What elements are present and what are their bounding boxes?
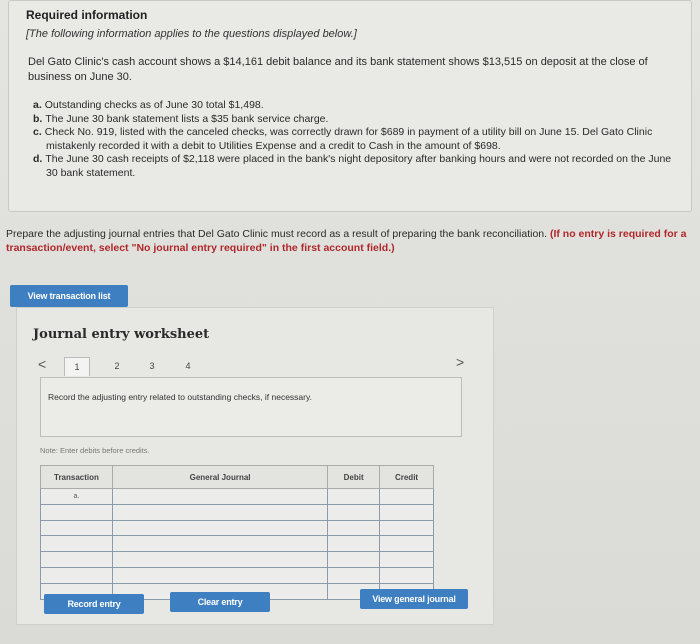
- debit-field[interactable]: [328, 567, 380, 583]
- debit-field[interactable]: [328, 504, 380, 520]
- transaction-cell: [41, 520, 113, 536]
- account-field[interactable]: [112, 536, 327, 552]
- credit-field[interactable]: [380, 504, 434, 520]
- transaction-cell: [41, 567, 113, 583]
- account-field[interactable]: [112, 520, 327, 536]
- table-row: [41, 536, 434, 552]
- table-row: [41, 567, 434, 583]
- table-row: [41, 520, 434, 536]
- info-item: b. The June 30 bank statement lists a $35 bank service charge.: [33, 112, 329, 125]
- credit-field[interactable]: [380, 520, 434, 536]
- info-item: d. The June 30 cash receipts of $2,118 were placed in the bank's night depository after banking hours and were not recorded on the June 30 bank statement.: [33, 153, 672, 179]
- view-general-journal-button[interactable]: View general journal: [360, 589, 468, 609]
- info-intro: Del Gato Clinic's cash account shows a $14,161 debit balance and its bank statement shows $13,515 on deposit at the close of business on June 30.: [28, 56, 648, 83]
- credit-field[interactable]: [380, 536, 434, 552]
- debit-field[interactable]: [328, 489, 380, 505]
- general-journal-column-header: General Journal: [112, 466, 327, 489]
- chevron-left-icon[interactable]: <: [38, 356, 47, 372]
- info-item: c. Check No. 919, listed with the canceled checks, was correctly drawn for $689 in payment of a utility bill on June 15. Del Gato Clinic mistakenly recorded it with a debit to Utilities Expense and a credit to Cash in the amount of $698.: [33, 126, 653, 152]
- info-subtitle: [The following information applies to the questions displayed below.]: [26, 28, 357, 40]
- credit-column-header: Credit: [380, 466, 434, 489]
- debit-field[interactable]: [328, 552, 380, 568]
- required-information-title: Required information: [26, 8, 148, 22]
- worksheet-page-4[interactable]: 4: [185, 361, 191, 371]
- worksheet-page-1[interactable]: 1: [64, 357, 90, 376]
- transaction-cell: a.: [41, 489, 113, 505]
- credit-field[interactable]: [380, 489, 434, 505]
- worksheet-page-3[interactable]: 3: [149, 361, 155, 371]
- table-row: [41, 552, 434, 568]
- view-transaction-list-button[interactable]: View transaction list: [10, 285, 128, 307]
- debit-field[interactable]: [328, 536, 380, 552]
- question-prompt: Prepare the adjusting journal entries that Del Gato Clinic must record as a result of preparing the bank reconciliation. (If no entry is required for a transaction/event, select "No journal entry required" in the first account field.): [6, 228, 687, 254]
- account-field[interactable]: [112, 552, 327, 568]
- account-field[interactable]: [112, 567, 327, 583]
- debits-note: Note: Enter debits before credits.: [40, 446, 150, 455]
- debit-column-header: Debit: [328, 466, 380, 489]
- transaction-cell: [41, 552, 113, 568]
- worksheet-title: Journal entry worksheet: [33, 327, 210, 342]
- account-field[interactable]: [112, 504, 327, 520]
- journal-entry-table: [40, 465, 434, 600]
- info-items-list: [33, 99, 673, 180]
- table-row: [41, 489, 434, 505]
- credit-field[interactable]: [380, 552, 434, 568]
- worksheet-instruction: Record the adjusting entry related to outstanding checks, if necessary.: [48, 392, 312, 402]
- instruction-box: [40, 377, 462, 437]
- table-row: [41, 504, 434, 520]
- worksheet-page-2[interactable]: 2: [114, 361, 120, 371]
- clear-entry-button[interactable]: Clear entry: [170, 592, 270, 612]
- record-entry-button[interactable]: Record entry: [44, 594, 144, 614]
- credit-field[interactable]: [380, 567, 434, 583]
- info-item: a. Outstanding checks as of June 30 total $1,498.: [33, 99, 264, 111]
- debit-field[interactable]: [328, 520, 380, 536]
- account-field[interactable]: [112, 489, 327, 505]
- transaction-cell: [41, 536, 113, 552]
- chevron-right-icon[interactable]: >: [456, 354, 465, 370]
- transaction-column-header: Transaction: [41, 466, 113, 489]
- transaction-cell: [41, 504, 113, 520]
